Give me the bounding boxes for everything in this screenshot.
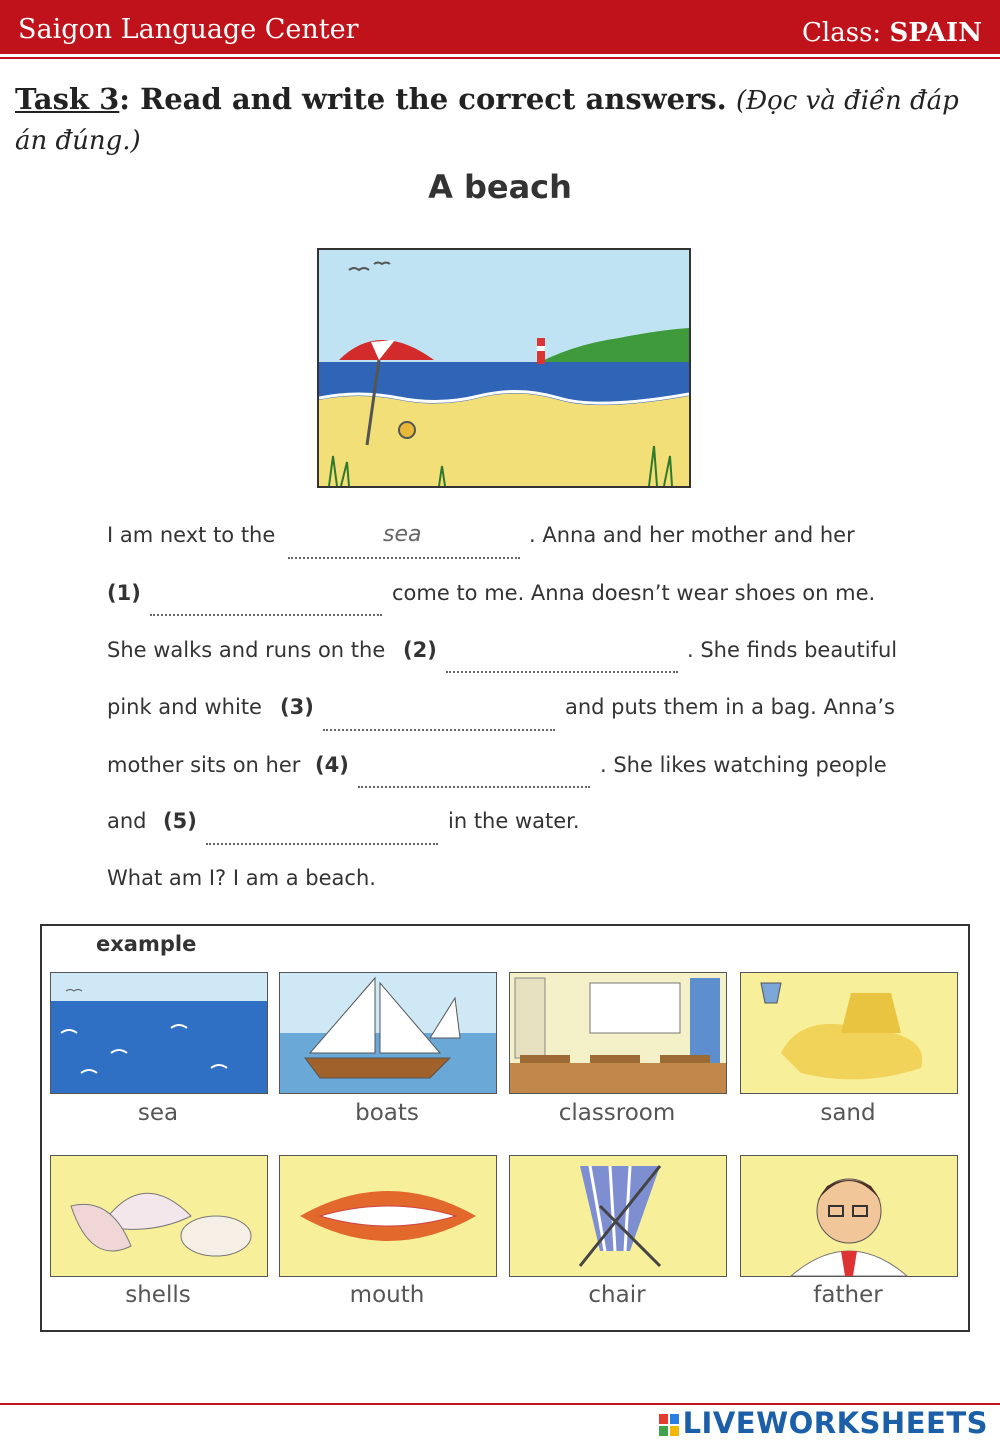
word-sea: sea (137, 1100, 179, 1126)
footer-logo (659, 1406, 988, 1440)
word-boats: boats (355, 1100, 419, 1126)
word-classroom: classroom (558, 1100, 676, 1126)
center-name: Saigon Language Center (18, 14, 359, 45)
word-father: father (813, 1282, 883, 1308)
passage-line-1b: . Anna and her mother and her (529, 523, 855, 547)
blank-number-4: (4) (315, 753, 349, 777)
example-answer: sea (383, 522, 422, 547)
passage-line-1a: I am next to the (107, 523, 276, 547)
passage-line-5b: . She likes watching people (600, 753, 887, 777)
example-blank (288, 557, 520, 559)
shells-picture (50, 1155, 268, 1277)
class-info (802, 18, 982, 48)
task-translation: (Đọc và điền đáp án đúng.) (15, 86, 959, 156)
word-shells: shells (125, 1282, 191, 1308)
answer-blank-1[interactable] (150, 614, 382, 616)
blank-number-1: (1) (107, 581, 141, 605)
passage-line-4b: and puts them in a bag. Anna’s (565, 695, 895, 719)
chair-picture (509, 1155, 727, 1277)
boats-picture (279, 972, 497, 1094)
answer-blank-2[interactable] (446, 671, 678, 673)
class-label: Class: (802, 18, 882, 48)
task-label: Task 3 (15, 82, 120, 116)
passage-line-4a: pink and white (107, 695, 262, 719)
sand-picture (740, 972, 958, 1094)
word-chair: chair (588, 1282, 646, 1308)
footer-brand: LIVEWORKSHEETS (682, 1406, 988, 1440)
worksheet-title: A beach (428, 168, 572, 206)
word-sand: sand (820, 1100, 876, 1126)
passage-line-3a: She walks and runs on the (107, 638, 386, 662)
sea-picture (50, 972, 268, 1094)
logo-mark-icon (659, 1409, 679, 1431)
word-mouth: mouth (349, 1282, 425, 1308)
mouth-picture (279, 1155, 497, 1277)
blank-number-3: (3) (280, 695, 314, 719)
task-heading (15, 80, 985, 160)
answer-blank-5[interactable] (206, 843, 438, 845)
header-bar (0, 0, 1000, 54)
blank-number-2: (2) (403, 638, 437, 662)
example-label: example (96, 932, 197, 956)
answer-blank-4[interactable] (358, 786, 590, 788)
passage-line-6b: in the water. (448, 809, 580, 833)
classroom-picture (509, 972, 727, 1094)
passage-line-6a: and (107, 809, 147, 833)
blank-number-5: (5) (163, 809, 197, 833)
passage-line-3b: . She finds beautiful (687, 638, 898, 662)
answer-blank-3[interactable] (323, 729, 555, 731)
passage-line-2: come to me. Anna doesn’t wear shoes on me. (392, 581, 876, 605)
header-divider (0, 57, 1000, 59)
passage-line-7: What am I? I am a beach. (107, 866, 376, 890)
passage-line-5a: mother sits on her (107, 753, 301, 777)
footer-divider (0, 1403, 1000, 1405)
beach-illustration (317, 248, 691, 488)
class-value: SPAIN (889, 18, 982, 48)
father-picture (740, 1155, 958, 1277)
task-instruction: : Read and write the correct answers. (119, 82, 727, 116)
